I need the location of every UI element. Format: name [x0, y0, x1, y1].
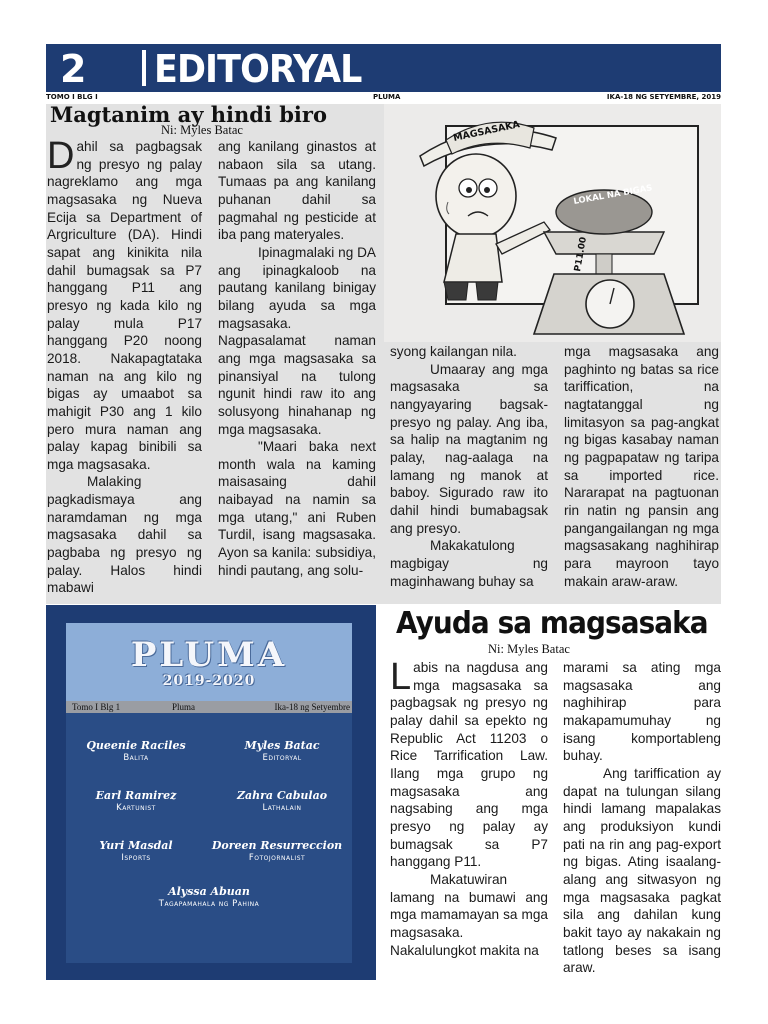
paragraph: Makakatulong magbigay ng maginhawang buhay sa — [390, 538, 548, 589]
article-byline: Ni: Myles Batac — [488, 642, 570, 656]
strip-paper: Pluma — [172, 702, 196, 712]
article-column-1 — [47, 135, 202, 597]
article-byline: Ni: Myles Batac — [161, 123, 243, 137]
folio-paper: PLUMA — [373, 93, 401, 101]
staff-name: Doreen Resurreccion — [211, 839, 343, 852]
folio-issue: TOMO I BLG I — [46, 93, 98, 101]
staff-role: Balita — [123, 753, 149, 763]
staff-role: Fotojornalist — [248, 853, 306, 863]
staff-name: Myles Batac — [244, 739, 320, 752]
staff-box-years: 2019-2020 — [162, 673, 256, 689]
staff-role: Kartunist — [116, 803, 156, 813]
hat-label: MAGSASAKA — [452, 119, 521, 144]
staff-box-title: PLUMA — [130, 635, 288, 675]
article-headline: Magtanim ay hindi biro — [50, 102, 327, 127]
paragraph: Umaaray ang mga magsasaka sa nangyayaring bagsak-presyo ng palay. Ang iba, sa halip na magtanim ng palay, nag-aalaga na lamang ng manok at baboy. Sigurado raw ito dahil hindi bumabagsak ang presyo. — [390, 361, 548, 536]
folio-date: IKA-18 NG SETYEMBRE, 2019 — [606, 93, 721, 101]
masthead-divider — [142, 50, 146, 86]
staff-box — [46, 605, 376, 980]
staff-box-header — [66, 623, 352, 701]
article-headline: Ayuda sa magsasaka — [396, 606, 708, 641]
page-number: 2 — [60, 47, 87, 91]
paragraph: marami sa ating mga magsasaka ang naghihirap para makapamumuhay ng isang komportableng buhay. — [563, 660, 721, 764]
staff-name: Earl Ramirez — [95, 789, 177, 802]
paragraph: syong kailangan nila. — [390, 344, 517, 359]
staff-box-strip — [66, 701, 352, 713]
staff-role: Editoryal — [262, 753, 302, 763]
article-column-3 — [390, 343, 548, 590]
staff-role: Isports — [121, 853, 151, 863]
paragraph: Makatuwiran lamang na bumawi ang mga mamamayan sa mga magsasaka. Nakalulungkot makita na — [390, 871, 548, 958]
paragraph: "Maari baka next month wala na kaming maisasaing dahil naibayad na namin sa mga utang," ani Ruben Turdil, isang magsasaka. Ayon sa kanila: subsidiya, hindi pautang, ang solu- — [218, 439, 376, 578]
section-title: EDITORYAL — [154, 47, 362, 91]
staff-name: Yuri Masdal — [99, 839, 173, 852]
article-column-4 — [564, 343, 719, 590]
price-label: P11.00 — [573, 236, 590, 273]
paragraph: abis na nagdusa ang mga magsasaka sa pagbagsak ng presyo ng palay dahil sa epekto ng Republic Act 11203 o Rice Tarrification Law. Ilang mga grupo ng magsasaka ang nagsabing ang mga presyo ng palay ay bumagsak sa P7 hanggang P11. — [390, 660, 548, 870]
paragraph: ahil sa pagbagsak ng presyo ng palay nagreklamo ang mga magsasaka ng Nueva Ecija sa Department of Argriculture (DA). Hindi sapat ang kinikita nila dahil bumagsak sa P7 hanggang P11 ang presyo ng kada kilo ng palay mula P17 hanggang P20 noong 2018. Nakapagtataka naman na ang kilo ng bigas ay umaabot sa mahigit P30 ang 1 kilo pero mura naman ang palay kapag binibili sa mga magsasaka. — [47, 139, 202, 472]
strip-date: Ika-18 ng Setyembre — [274, 702, 350, 712]
strip-issue: Tomo I Blg 1 — [72, 702, 121, 712]
section-masthead — [46, 44, 721, 92]
drop-cap: L — [390, 656, 412, 698]
editorial-cartoon — [384, 104, 721, 342]
sack-label: LOKAL NA BIGAS — [572, 183, 654, 207]
staff-name: Zahra Cabulao — [236, 789, 328, 802]
paragraph: mga magsasaka ang paghinto ng batas sa rice tariffication, na nagtatanggal ng limitasyon sa pag-angkat ng bigas kasabay naman ng pagpapataw ng taripa sa imported rice. Nararapat na pagtuonan rin natin ng pansin ang pangangailangan ng mga magsasakang naghihirap para mayroon tayo makain araw-araw. — [564, 344, 719, 589]
staff-role: Tagapamahala ng Pahina — [158, 899, 260, 909]
article-column-2 — [563, 659, 721, 977]
paragraph: Ang tariffication ay dapat na tulungan silang hindi lamang mapalakas ang produksiyon kundi pati na rin ang pag-export ng bigas. Ating isaalang-alang ang sitwasyon ng mga magsasaka pagkat sila ang dahilan kung bakit tayo ay nakakain ng tatlong beses sa isang araw. — [563, 765, 721, 976]
paragraph: ang kanilang ginastos at nabaon sila sa utang. Tumaas pa ang kanilang puhanan dahil sa pagmahal ng pesticide at iba pang materyales. — [218, 139, 376, 243]
staff-name: Queenie Raciles — [86, 739, 186, 752]
paragraph: Ipinagmalaki ng DA ang ipinagkaloob na pautang kanilang binigay bilang ayuda sa mga magsasaka. Nagpasalamat naman ang mga magsasaka sa pinansiyal na tulong ngunit hindi raw ito ang solusyong hinahanap ng mga magsasaka. — [218, 244, 376, 437]
paragraph: Malaking pagkadismaya ang naramdaman ng mga magsasaka dahil sa pagbaba ng presyo ng palay. Halos hindi mabawi — [47, 474, 202, 596]
cartoon-illustration — [384, 104, 721, 342]
staff-name: Alyssa Abuan — [168, 885, 250, 898]
staff-role: Lathalain — [262, 803, 302, 813]
article-column-1 — [390, 656, 548, 959]
article-column-2 — [218, 138, 376, 579]
drop-cap: D — [47, 135, 75, 177]
staff-box-panel — [66, 623, 352, 963]
